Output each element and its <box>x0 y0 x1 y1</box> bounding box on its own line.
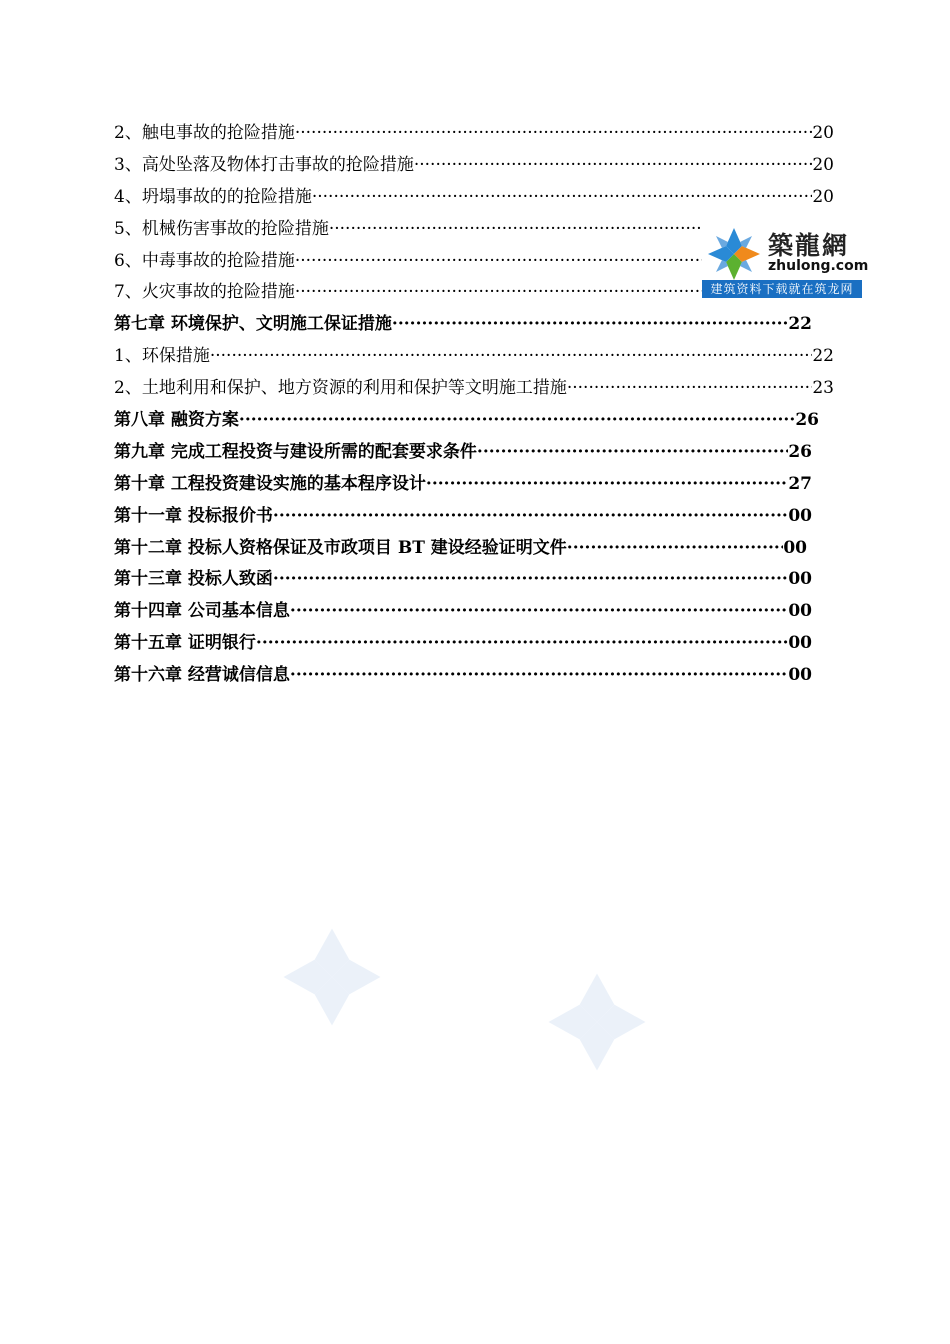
toc-entry-page: 20 <box>812 154 834 175</box>
logo-domain: zhulong.com <box>768 258 869 274</box>
toc-leader-dots <box>567 373 813 405</box>
toc-leader-dots <box>477 437 788 469</box>
toc-entry-title: 2、土地利用和保护、地方资源的利用和保护等文明施工措施 <box>114 378 567 399</box>
toc-entry-title: 6、中毒事故的抢险措施 <box>114 250 295 271</box>
zhulong-logo[interactable] <box>702 222 869 298</box>
toc-chapter-entry[interactable] <box>114 628 812 660</box>
toc-entry-title: 7、火灾事故的抢险措施 <box>114 282 295 303</box>
toc-entry-page: 00 <box>788 601 812 622</box>
table-of-contents <box>114 118 834 692</box>
toc-entry-page: 22 <box>812 346 834 367</box>
toc-leader-dots <box>295 118 813 150</box>
toc-entry-page: 26 <box>795 410 819 431</box>
toc-chapter-entry[interactable] <box>114 437 812 469</box>
toc-leader-dots <box>414 150 813 182</box>
toc-chapter-entry[interactable] <box>114 309 812 341</box>
toc-leader-dots <box>426 469 788 501</box>
zhulong-logo-icon <box>704 224 764 284</box>
toc-leader-dots <box>290 596 788 628</box>
toc-entry[interactable] <box>114 341 834 373</box>
toc-leader-dots <box>256 628 788 660</box>
toc-entry-title: 2、触电事故的抢险措施 <box>114 123 295 143</box>
toc-entry-title: 第八章 融资方案 <box>114 410 239 431</box>
toc-entry-page: 26 <box>788 441 812 462</box>
logo-name: 築龍網 <box>768 231 850 260</box>
toc-entry[interactable] <box>114 118 834 150</box>
toc-entry-title: 第十三章 投标人致函 <box>114 569 273 590</box>
toc-entry-page: 27 <box>788 473 812 494</box>
toc-entry-title: 1、环保措施 <box>114 346 210 367</box>
watermark-logo-icon <box>545 970 649 1074</box>
watermark-logo-icon <box>280 925 384 1029</box>
toc-entry-page: 00 <box>788 665 812 686</box>
toc-leader-dots <box>567 533 784 565</box>
toc-entry-page: 00 <box>788 505 812 526</box>
toc-chapter-entry[interactable] <box>114 596 812 628</box>
toc-chapter-entry[interactable] <box>114 533 807 565</box>
toc-leader-dots <box>273 564 788 596</box>
toc-leader-dots <box>312 182 813 214</box>
toc-chapter-entry[interactable] <box>114 405 819 437</box>
toc-leader-dots <box>273 501 788 533</box>
toc-entry-title: 第九章 完成工程投资与建设所需的配套要求条件 <box>114 441 477 462</box>
toc-leader-dots <box>239 405 795 437</box>
toc-entry[interactable] <box>114 150 834 182</box>
toc-entry-title: 第七章 环境保护、文明施工保证措施 <box>114 314 392 335</box>
toc-entry-title: 第十二章 投标人资格保证及市政项目 BT 建设经验证明文件 <box>114 537 567 558</box>
toc-entry-page: 20 <box>812 186 834 207</box>
toc-leader-dots <box>210 341 813 373</box>
toc-leader-dots <box>290 660 788 692</box>
toc-entry-title: 第十章 工程投资建设实施的基本程序设计 <box>114 473 426 494</box>
toc-entry-title: 第十五章 证明银行 <box>114 633 256 654</box>
toc-chapter-entry[interactable] <box>114 660 812 692</box>
toc-entry[interactable] <box>114 373 834 405</box>
toc-entry-page: 23 <box>812 378 834 399</box>
toc-entry[interactable] <box>114 182 834 214</box>
toc-entry-title: 4、坍塌事故的的抢险措施 <box>114 186 312 207</box>
toc-entry-title: 第十四章 公司基本信息 <box>114 601 290 622</box>
toc-entry-title: 第十六章 经营诚信信息 <box>114 665 290 686</box>
toc-entry-page: 00 <box>788 569 812 590</box>
toc-entry-title: 第十一章 投标报价书 <box>114 505 273 526</box>
toc-entry-page: 20 <box>812 123 834 143</box>
toc-entry-page: 00 <box>783 537 807 558</box>
toc-entry-title: 5、机械伤害事故的抢险措施 <box>114 218 329 239</box>
toc-entry-title: 3、高处坠落及物体打击事故的抢险措施 <box>114 154 414 175</box>
logo-slogan: 建筑资料下载就在筑龙网 <box>702 280 862 298</box>
toc-chapter-entry[interactable] <box>114 501 812 533</box>
toc-leader-dots <box>392 309 788 341</box>
toc-chapter-entry[interactable] <box>114 469 812 501</box>
toc-chapter-entry[interactable] <box>114 564 812 596</box>
toc-entry-page: 00 <box>788 633 812 654</box>
toc-entry-page: 22 <box>788 314 812 335</box>
